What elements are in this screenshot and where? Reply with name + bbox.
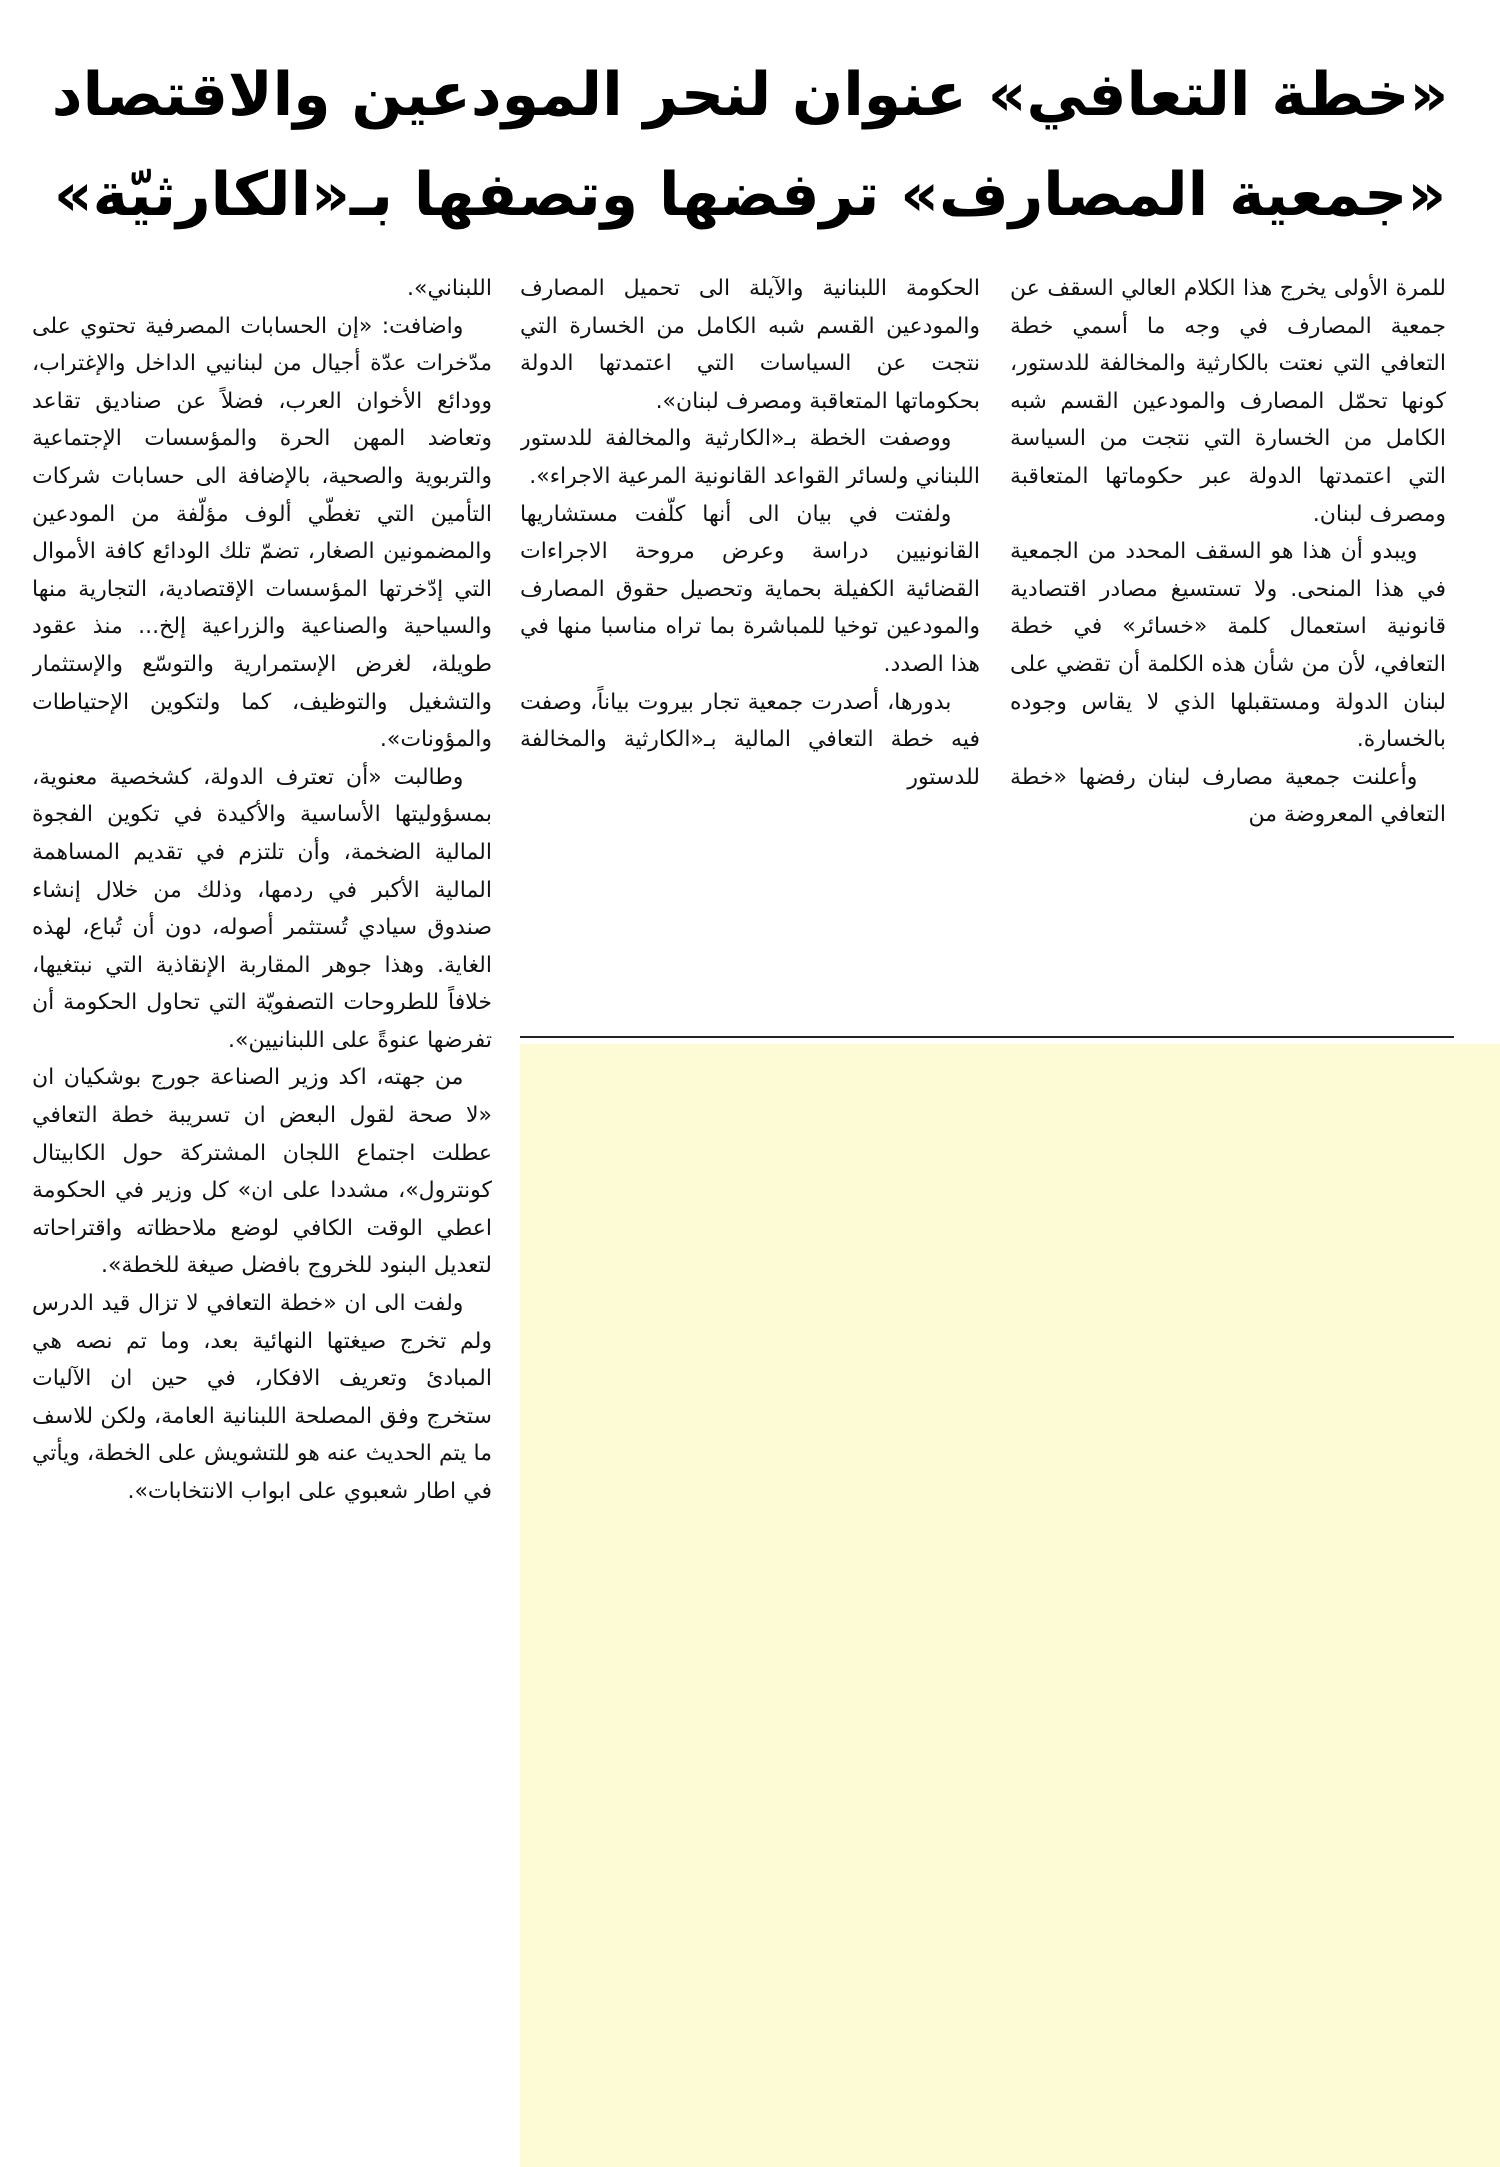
paragraph: للمرة الأولى يخرج هذا الكلام العالي السقف عن جمعية المصارف في وجه ما أسمي خطة التعافي التي نعتت بالكارثية والمخالفة للدستور، كونها تحمّل المصارف والمودعين القسم شبه الكامل من الخسارة التي نتجت من السياسة التي اعتمدتها الدولة عبر حكوماتها المتعاقبة ومصرف لبنان.	[1010, 276, 1446, 527]
headline	[30, 40, 1470, 250]
article-column-right	[1010, 270, 1446, 1030]
article-column-middle	[520, 270, 980, 1010]
paragraph: ولفتت في بيان الى أنها كلّفت مستشاريها القانونيين دراسة وعرض مروحة الاجراءات القضائية الكفيلة بحماية وتحصيل حقوق المصارف والمودعين توخيا للمباشرة بما تراه مناسبا منها في هذا الصدد.	[520, 501, 980, 677]
paragraph: الحكومة اللبنانية والآيلة الى تحميل المصارف والمودعين القسم شبه الكامل من الخسارة التي نتجت عن السياسات التي اعتمدتها الدولة بحكوماتها المتعاقبة ومصرف لبنان».	[520, 276, 980, 414]
paragraph: من جهته، اكد وزير الصناعة جورج بوشكيان ان «لا صحة لقول البعض ان تسريبة خطة التعافي عطلت اجتماع اللجان المشتركة حول الكابيتال كونترول»، مشددا على ان» كل وزير في الحكومة اعطي الوقت الكافي لوضع ملاحظاته واقتراحاته لتعديل البنود للخروج بافضل صيغة للخطة».	[32, 1065, 492, 1279]
paragraph: ويبدو أن هذا هو السقف المحدد من الجمعية في هذا المنحى. ولا تستسيغ مصادر اقتصادية قانونية استعمال كلمة «خسائر» في خطة التعافي، لأن من شأن هذه الكلمة أن تقضي على لبنان الدولة ومستقبلها الذي لا يقاس وجوده بالخسارة.	[1010, 539, 1446, 753]
blank-ad-space	[520, 1044, 1500, 2167]
paragraph: ووصفت الخطة بـ«الكارثية والمخالفة للدستور اللبناني ولسائر القواعد القانونية المرعية الاجراء».	[520, 426, 980, 489]
paragraph: ولفت الى ان «خطة التعافي لا تزال قيد الدرس ولم تخرج صيغتها النهائية بعد، وما تم نصه هي المبادئ وتعريف الافكار، في حين ان الآليات ستخرج وفق المصلحة اللبنانية العامة، ولكن للاسف ما يتم الحديث عنه هو للتشويش على الخطة، ويأتي في اطار شعبوي على ابواب الانتخابات».	[32, 1291, 492, 1504]
paragraph: اللبناني».	[407, 276, 492, 301]
article-column-left	[32, 270, 492, 2150]
headline-line-1: «خطة التعافي» عنوان لنحر المودعين والاقتصاد	[51, 60, 1449, 130]
paragraph: وطالبت «أن تعترف الدولة، كشخصية معنوية، بمسؤوليتها الأساسية والأكيدة في تكوين الفجوة المالية الضخمة، وأن تلتزم في تقديم المساهمة المالية الأكبر في ردمها، وذلك من خلال إنشاء صندوق سيادي تُستثمر أصوله، دون أن تُباع، لهذه الغاية. وهذا جوهر المقاربة الإنقاذية التي نبتغيها، خلافاً للطروحات التصفويّة التي تحاول الحكومة أن تفرضها عنوةً على اللبنانيين».	[32, 764, 492, 1053]
column-divider-rule	[520, 1036, 1454, 1038]
headline-line-2: «جمعية المصارف» ترفضها وتصفها بـ«الكارثيّة»	[53, 160, 1447, 230]
paragraph: واضافت: «إن الحسابات المصرفية تحتوي على مدّخرات عدّة أجيال من لبنانيي الداخل والإغتراب، وودائع الأخوان العرب، فضلاً عن صناديق تقاعد وتعاضد المهن الحرة والمؤسسات الإجتماعية والتربوية والصحية، بالإضافة الى حسابات شركات التأمين التي تغطّي ألوف مؤلّفة من المودعين والمضمونين الصغار، تضمّ تلك الودائع كافة الأموال التي إدّخرتها المؤسسات الإقتصادية، التجارية منها والسياحية والصناعية والزراعية إلخ... منذ عقود طويلة، لغرض الإستمرارية والتوسّع والإستثمار والتشغيل والتوظيف، كما ولتكوين الإحتياطات والمؤونات».	[32, 313, 492, 753]
paragraph: وأعلنت جمعية مصارف لبنان رفضها «خطة التعافي المعروضة من	[1010, 764, 1446, 828]
paragraph: بدورها، أصدرت جمعية تجار بيروت بياناً، وصفت فيه خطة التعافي المالية بـ«الكارثية والمخالفة للدستور	[520, 689, 980, 790]
